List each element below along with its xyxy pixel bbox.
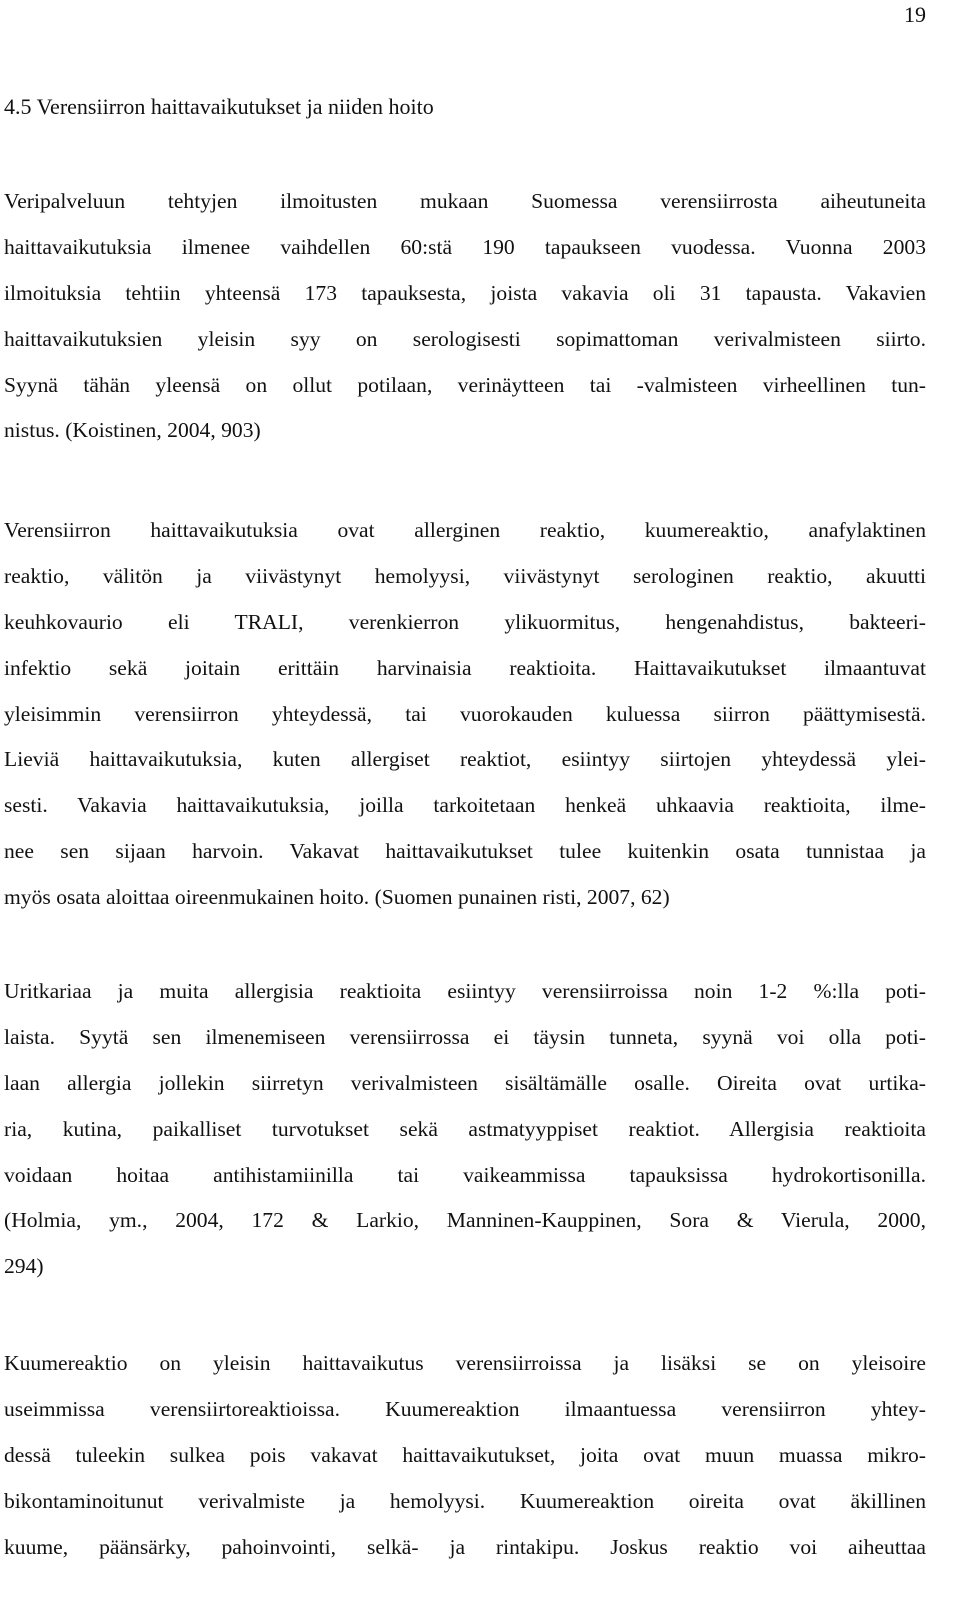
text-line: keuhkovaurio eli TRALI, verenkierron ylikuormitus, hengenahdistus, bakteeri- [4, 609, 926, 634]
text-line: sesti. Vakavia haittavaikutuksia, joilla tarkoitetaan henkeä uhkaavia reaktioita, ilme- [4, 793, 926, 818]
text-line: 294) [4, 1254, 44, 1279]
text-line: voidaan hoitaa antihistamiinilla tai vaikeammissa tapauksissa hydrokortisonilla. [4, 1162, 926, 1187]
section-heading: 4.5 Verensiirron haittavaikutukset ja niiden hoito [4, 94, 434, 119]
text-line: infektio sekä joitain erittäin harvinaisia reaktioita. Haittavaikutukset ilmaantuvat [4, 655, 926, 680]
text-line: Veripalveluun tehtyjen ilmoitusten mukaan Suomessa verensiirrosta aiheutuneita [4, 189, 926, 213]
text-line: laan allergia jollekin siirretyn verivalmisteen sisältämälle osalle. Oireita ovat urtika- [4, 1070, 926, 1095]
text-line: laista. Syytä sen ilmenemiseen verensiirrossa ei täysin tunneta, syynä voi olla poti- [4, 1024, 926, 1049]
text-line: Verensiirron haittavaikutuksia ovat allerginen reaktio, kuumereaktio, anafylaktinen [4, 518, 926, 542]
text-line: bikontaminoitunut verivalmiste ja hemolyysi. Kuumereaktion oireita ovat äkillinen [4, 1488, 926, 1513]
text-line: Syynä tähän yleensä on ollut potilaan, verinäytteen tai -valmisteen virheellinen tun- [4, 372, 926, 397]
text-line: Uritkariaa ja muita allergisia reaktioita esiintyy verensiirroissa noin 1-2 %:lla poti- [4, 979, 926, 1003]
text-line: myös osata aloittaa oireenmukainen hoito. (Suomen punainen risti, 2007, 62) [4, 885, 670, 910]
paragraph-adverse-effects-list [4, 508, 926, 921]
text-line: haittavaikutuksien yleisin syy on serologisesti sopimattoman verivalmisteen siirto. [4, 326, 926, 351]
text-line: kuume, päänsärky, pahoinvointi, selkä- ja rintakipu. Joskus reaktio voi aiheuttaa [4, 1534, 926, 1559]
text-line: Lieviä haittavaikutuksia, kuten allergiset reaktiot, esiintyy siirtojen yhteydessä ylei- [4, 747, 926, 772]
text-line: useimmissa verensiirtoreaktioissa. Kuumereaktion ilmaantuessa verensiirron yhtey- [4, 1396, 926, 1421]
text-line: yleisimmin verensiirron yhteydessä, tai vuorokauden kuluessa siirron päättymisestä. [4, 701, 926, 726]
text-line: haittavaikutuksia ilmenee vaihdellen 60:stä 190 tapaukseen vuodessa. Vuonna 2003 [4, 234, 926, 259]
page-number: 19 [904, 2, 926, 27]
paragraph-allergic-reactions [4, 969, 926, 1290]
text-line: ilmoituksia tehtiin yhteensä 173 tapauksesta, joista vakavia oli 31 tapausta. Vakavien [4, 280, 926, 305]
text-line: dessä tuleekin sulkea pois vakavat haittavaikutukset, joita ovat muun muassa mikro- [4, 1442, 926, 1467]
text-line: reaktio, välitön ja viivästynyt hemolyysi, viivästynyt serologinen reaktio, akuutti [4, 563, 926, 588]
text-line: Kuumereaktio on yleisin haittavaikutus verensiirroissa ja lisäksi se on yleisoire [4, 1351, 926, 1375]
text-line: ria, kutina, paikalliset turvotukset sekä astmatyyppiset reaktiot. Allergisia reaktioita [4, 1116, 926, 1141]
text-line: (Holmia, ym., 2004, 172 & Larkio, Manninen-Kauppinen, Sora & Vierula, 2000, [4, 1208, 926, 1233]
paragraph-reporting-statistics [4, 179, 926, 454]
text-line: nistus. (Koistinen, 2004, 903) [4, 418, 261, 443]
text-line: nee sen sijaan harvoin. Vakavat haittavaikutukset tulee kuitenkin osata tunnistaa ja [4, 839, 926, 864]
paragraph-fever-reaction [4, 1341, 926, 1570]
